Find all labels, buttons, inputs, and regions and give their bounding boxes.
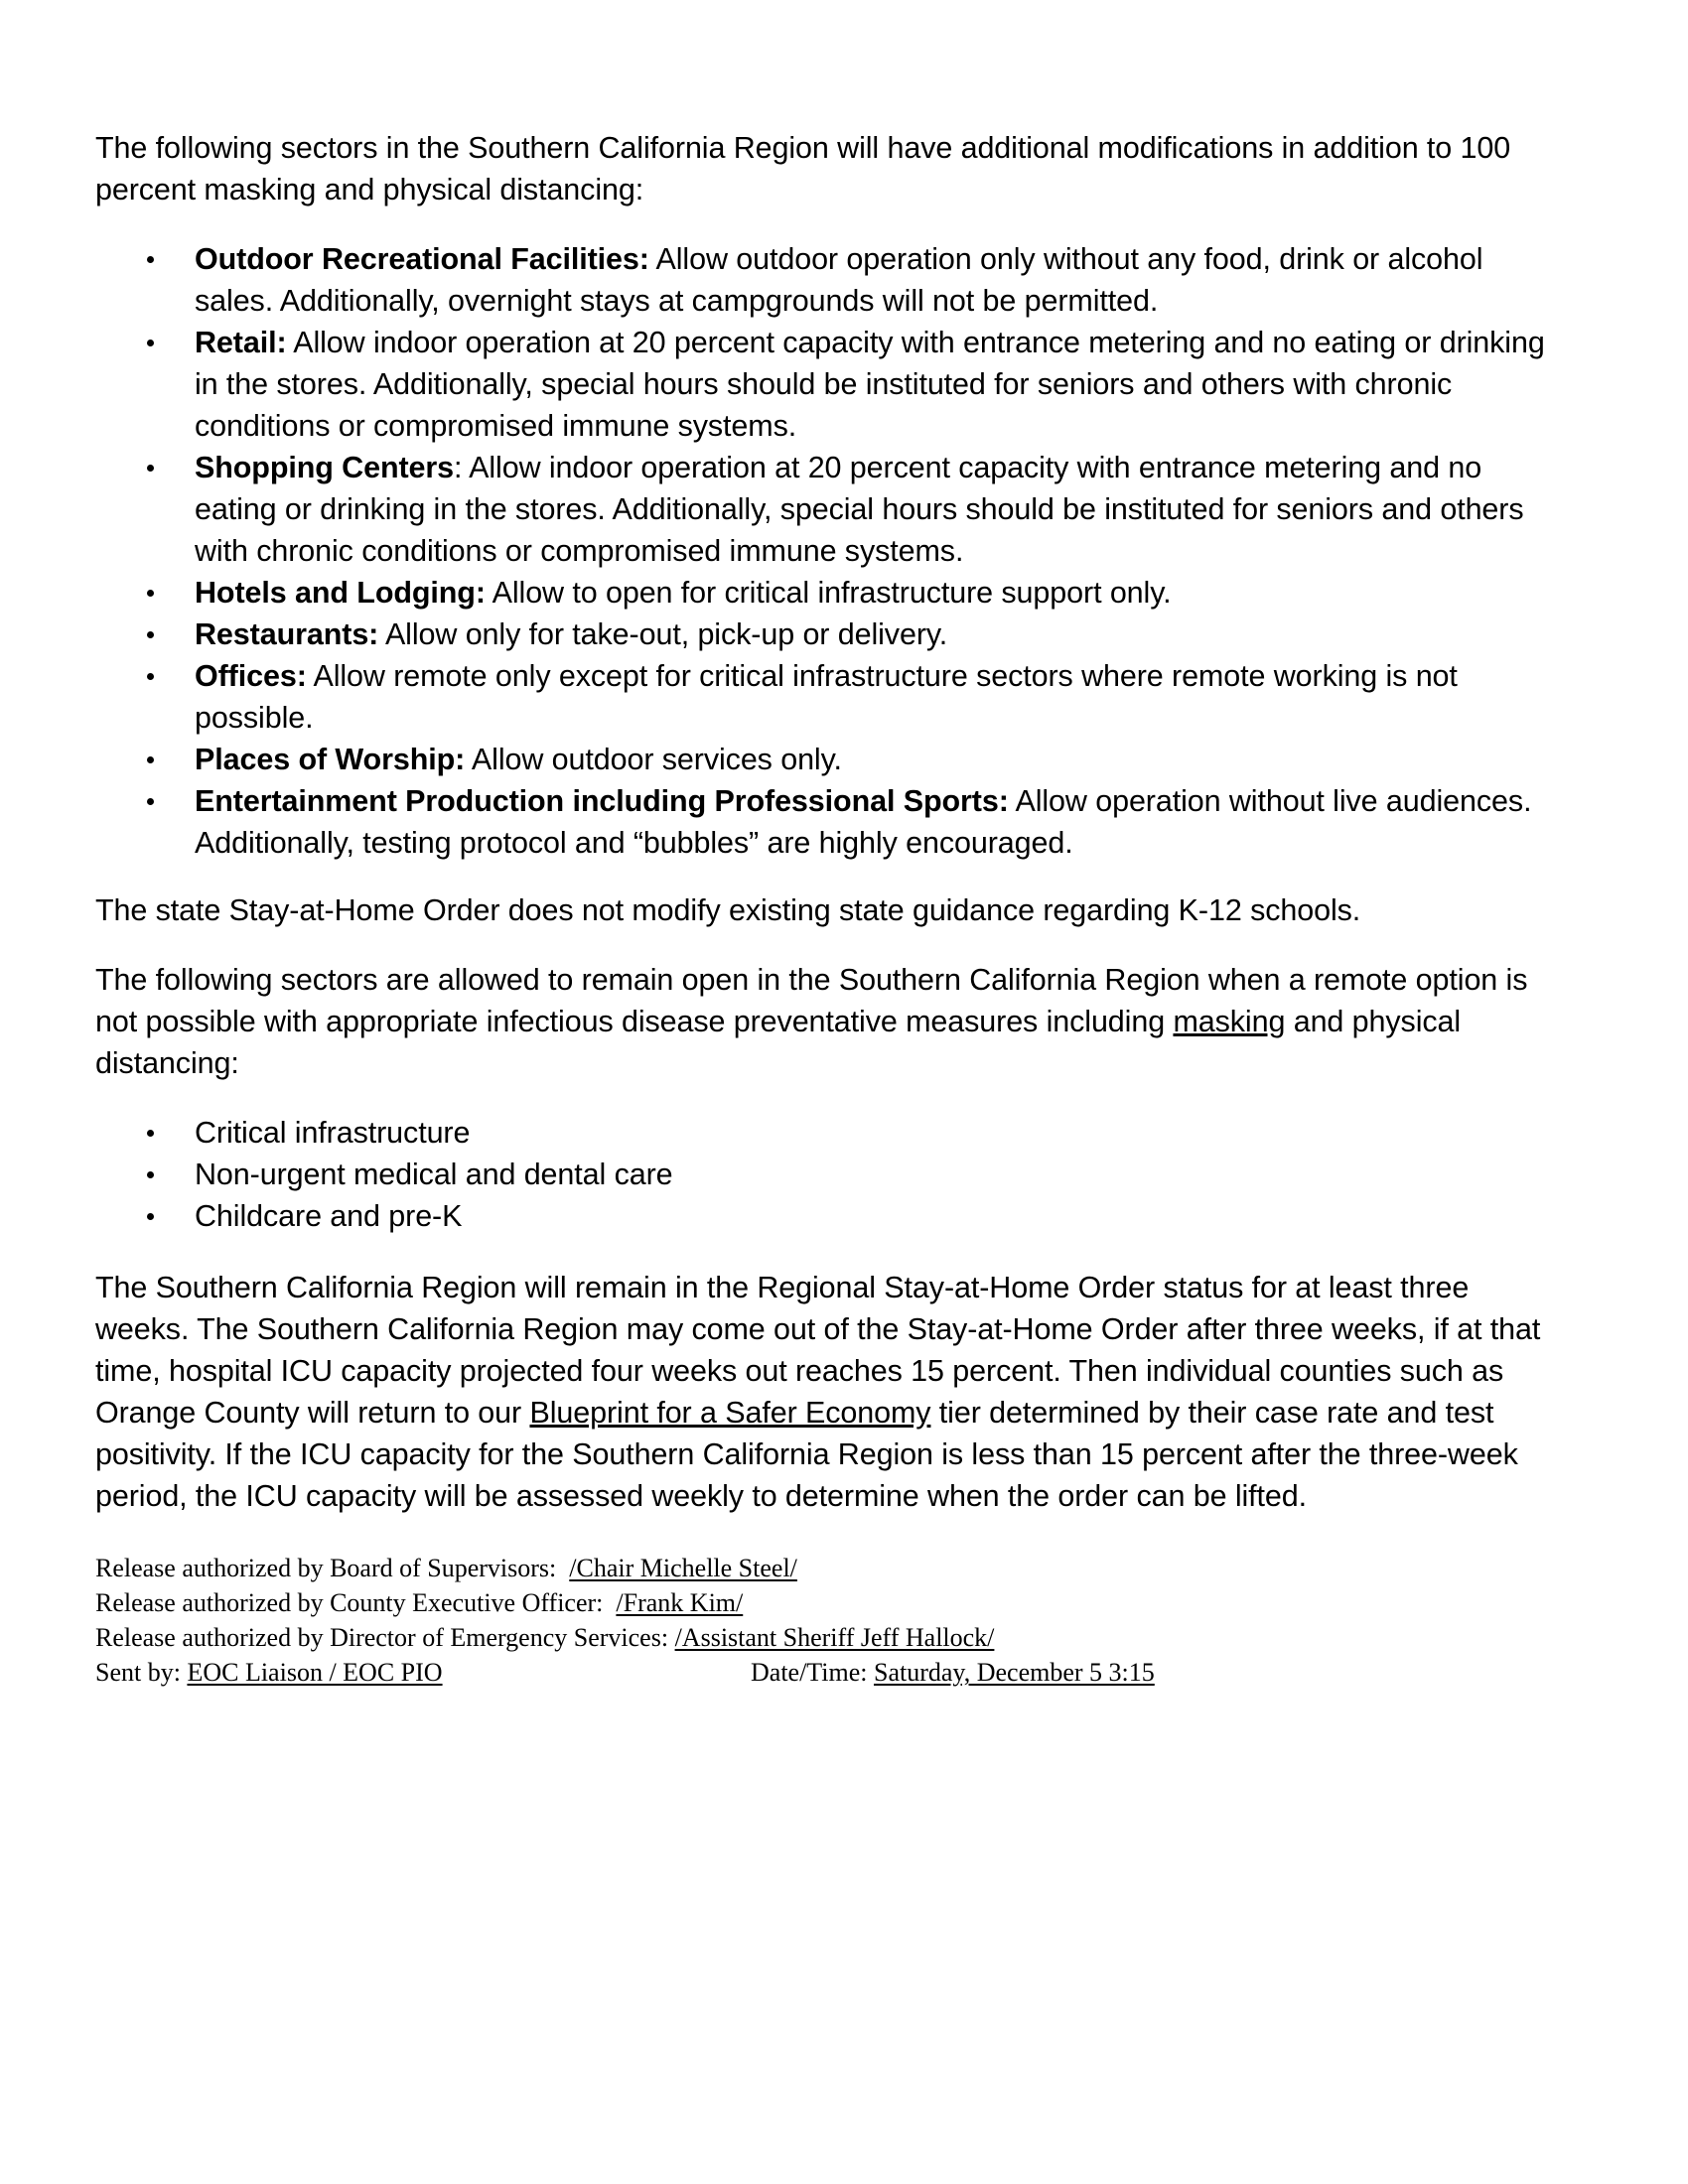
authorization-footer [95, 1551, 1549, 1690]
sent-by-label: Sent by: [95, 1658, 181, 1687]
bullet-icon [147, 590, 154, 597]
bullet-icon [147, 1130, 154, 1137]
list-item-lead: Restaurants: [195, 617, 379, 651]
list-item-text: Allow outdoor operation only without any food, drink or alcohol sales. Additionally, overnight stays at campgrounds will not be permitted. [195, 242, 1483, 318]
list-item-lead: Outdoor Recreational Facilities: [195, 242, 649, 276]
closing-text-part1: The Southern California Region will remain in the Regional Stay-at-Home Order status for at least three weeks. The Southern California Region may come out of the Stay-at-Home Order after three weeks, if at that time, hospital ICU capacity projected four weeks out reaches 15 percent. Then individual counties such as Orange County will return to our [95, 1271, 1541, 1430]
date-time-value: Saturday, December 5 3:15 [873, 1658, 1155, 1687]
authorization-row-supervisors [95, 1551, 1549, 1585]
list-item-text: Allow remote only except for critical infrastructure sectors where remote working is not possible. [195, 659, 1458, 735]
list-item-lead: Hotels and Lodging: [195, 576, 486, 610]
list-item [95, 447, 1549, 572]
list-item [95, 655, 1549, 739]
bullet-icon [147, 465, 154, 472]
list-item [95, 1154, 1549, 1195]
closing-paragraph [95, 1267, 1549, 1517]
remain-open-paragraph [95, 959, 1549, 1084]
list-item-text: Non-urgent medical and dental care [195, 1158, 673, 1191]
date-time-group [751, 1655, 1155, 1690]
authorization-signature: /Chair Michelle Steel/ [569, 1554, 797, 1582]
bullet-icon [147, 673, 154, 680]
list-item [95, 780, 1549, 864]
date-time-label: Date/Time: [751, 1658, 868, 1687]
list-item [95, 572, 1549, 614]
authorization-label: Release authorized by County Executive Officer: [95, 1588, 604, 1617]
authorization-label: Release authorized by Board of Supervisors: [95, 1554, 557, 1582]
blueprint-link[interactable]: Blueprint for a Safer Economy [529, 1396, 931, 1430]
list-item-text: Critical infrastructure [195, 1116, 471, 1150]
list-item-text: Allow only for take-out, pick-up or delivery. [378, 617, 948, 651]
bullet-icon [147, 756, 154, 763]
list-item [95, 322, 1549, 447]
bullet-icon [147, 798, 154, 805]
remain-open-list [95, 1112, 1549, 1237]
authorization-signature: /Frank Kim/ [616, 1588, 744, 1617]
list-item-lead: Places of Worship: [195, 743, 466, 776]
list-item-text: Allow outdoor services only. [465, 743, 842, 776]
list-item-lead: Offices: [195, 659, 307, 693]
sector-modifications-list [95, 238, 1549, 864]
list-item-text: Allow indoor operation at 20 percent capacity with entrance metering and no eating or drinking in the stores. Additionally, special hours should be instituted for seniors and others with chronic conditions or compromised immune systems. [195, 326, 1545, 443]
list-item [95, 238, 1549, 322]
list-item-lead: Shopping Centers [195, 451, 455, 484]
list-item-text: Allow operation without live audiences. Additionally, testing protocol and “bubbles” are highly encouraged. [195, 784, 1532, 860]
authorization-signature: /Assistant Sheriff Jeff Hallock/ [674, 1623, 995, 1652]
list-item [95, 739, 1549, 780]
bullet-icon [147, 631, 154, 638]
closing-text-part2: tier determined by their case rate and test positivity. If the ICU capacity for the Southern California Region is less than 15 percent after the three-week period, the ICU capacity will be assessed weekly to determine when the order can be lifted. [95, 1396, 1518, 1513]
bullet-icon [147, 1213, 154, 1220]
sent-by-value: EOC Liaison / EOC PIO [187, 1658, 443, 1687]
remain-open-text-part2: and physical distancing: [95, 1005, 1462, 1080]
list-item-lead: Entertainment Production including Professional Sports: [195, 784, 1009, 818]
list-item-lead: Retail: [195, 326, 287, 359]
list-item-text: Allow to open for critical infrastructure support only. [485, 576, 1172, 610]
intro-paragraph: The following sectors in the Southern California Region will have additional modifications in addition to 100 percent masking and physical distancing: [95, 131, 1511, 206]
bullet-icon [147, 1171, 154, 1178]
list-item-text: : Allow indoor operation at 20 percent capacity with entrance metering and no eating or drinking in the stores. Additionally, special hours should be instituted for seniors and others with chronic conditions or compromised immune systems. [195, 451, 1524, 568]
sent-by-group [95, 1655, 751, 1690]
authorization-label: Release authorized by Director of Emergency Services: [95, 1623, 669, 1652]
list-item [95, 614, 1549, 655]
authorization-row-ceo [95, 1585, 1549, 1620]
bullet-icon [147, 340, 154, 346]
sent-by-row [95, 1655, 1549, 1690]
authorization-row-emergency-services [95, 1620, 1549, 1655]
list-item-text: Childcare and pre-K [195, 1199, 463, 1233]
list-item [95, 1112, 1549, 1154]
remain-open-text-part1: The following sectors are allowed to remain open in the Southern California Region when a remote option is not possible with appropriate infectious disease preventative measures including [95, 963, 1528, 1038]
k12-paragraph: The state Stay-at-Home Order does not modify existing state guidance regarding K-12 schools. [95, 893, 1361, 927]
masking-link[interactable]: masking [1173, 1005, 1286, 1038]
bullet-icon [147, 256, 154, 263]
list-item [95, 1195, 1549, 1237]
